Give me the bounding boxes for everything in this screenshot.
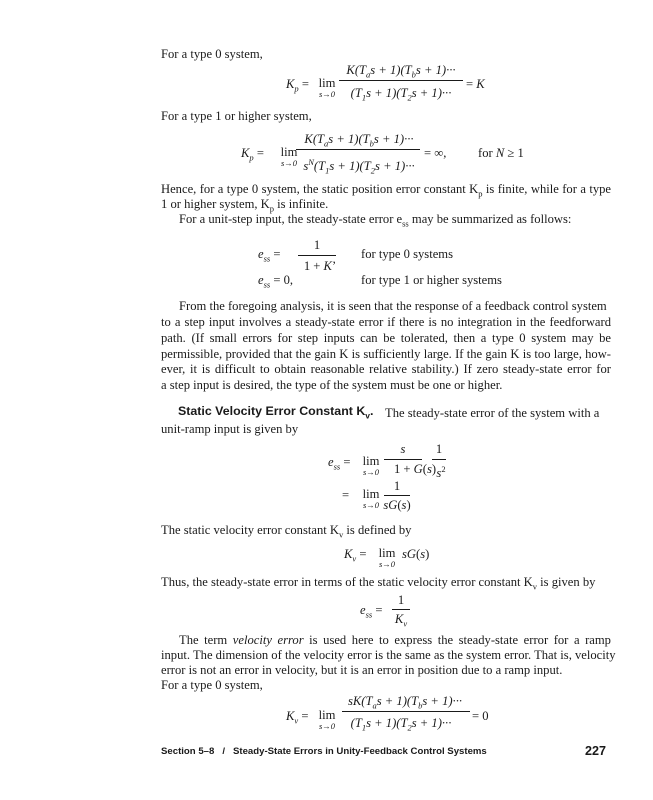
text-ramp-intro-line2: unit-ramp input is given by xyxy=(161,422,299,436)
text-para2-line1: From the foregoing analysis, it is seen that the response of a feedback control system xyxy=(179,299,607,313)
text-ramp-intro: The steady-state error of the system with a xyxy=(385,406,600,420)
text-vel-err-line1: The term velocity error is used here to express the steady-state error for a ramp xyxy=(179,633,611,647)
frac-num-1: 1 xyxy=(313,238,321,252)
section-heading-velocity: Static Velocity Error Constant $K_v$. xyxy=(178,404,374,421)
text-para2-line4: permissible, provided that the gain K is sufficiently large. If the gain K is too large, how- xyxy=(161,347,611,361)
text-type0-intro: For a type 0 system, xyxy=(161,47,263,61)
text-hence-line1: Hence, for a type 0 system, the static position error constant $K_p$ is finite, while for a type xyxy=(161,182,611,199)
text-type1-intro: For a type 1 or higher system, xyxy=(161,109,312,123)
text-thus: Thus, the steady-state error in terms of the static velocity error constant $K_v$ is given by xyxy=(161,575,596,592)
text-para2-line3: path. (If small errors for step inputs can be tolerated, then a type 0 system may be xyxy=(161,331,611,345)
text-kv-defined: The static velocity error constant $K_v$ is defined by xyxy=(161,523,412,540)
text-type0-intro2: For a type 0 system, xyxy=(161,678,263,692)
text-para2-line6: a step input is desired, the type of the system must be one or higher. xyxy=(161,378,503,392)
text-hence-line2: 1 or higher system, $K_p$ is infinite. xyxy=(161,197,329,214)
text-para2-line5: ever, it is difficult to obtain reasonable relative stability.) If zero steady-state error for xyxy=(161,362,611,376)
footer-section-title: Section 5–8 / Steady-State Errors in Unity-Feedback Control Systems xyxy=(161,746,487,757)
text-unit-step: For a unit-step input, the steady-state error $e_{ss}$ may be summarized as follows: xyxy=(179,212,572,229)
text-para2-line2: to a step input involves a steady-state error if there is no integration in the feedforward xyxy=(161,315,611,329)
page-number: 227 xyxy=(585,744,607,758)
text-vel-err-line2: input. The dimension of the velocity error is the same as the system error. That is, velocity xyxy=(161,648,616,662)
text-vel-err-line3: error is not an error in velocity, but it is an error in position due to a ramp input. xyxy=(161,663,563,677)
